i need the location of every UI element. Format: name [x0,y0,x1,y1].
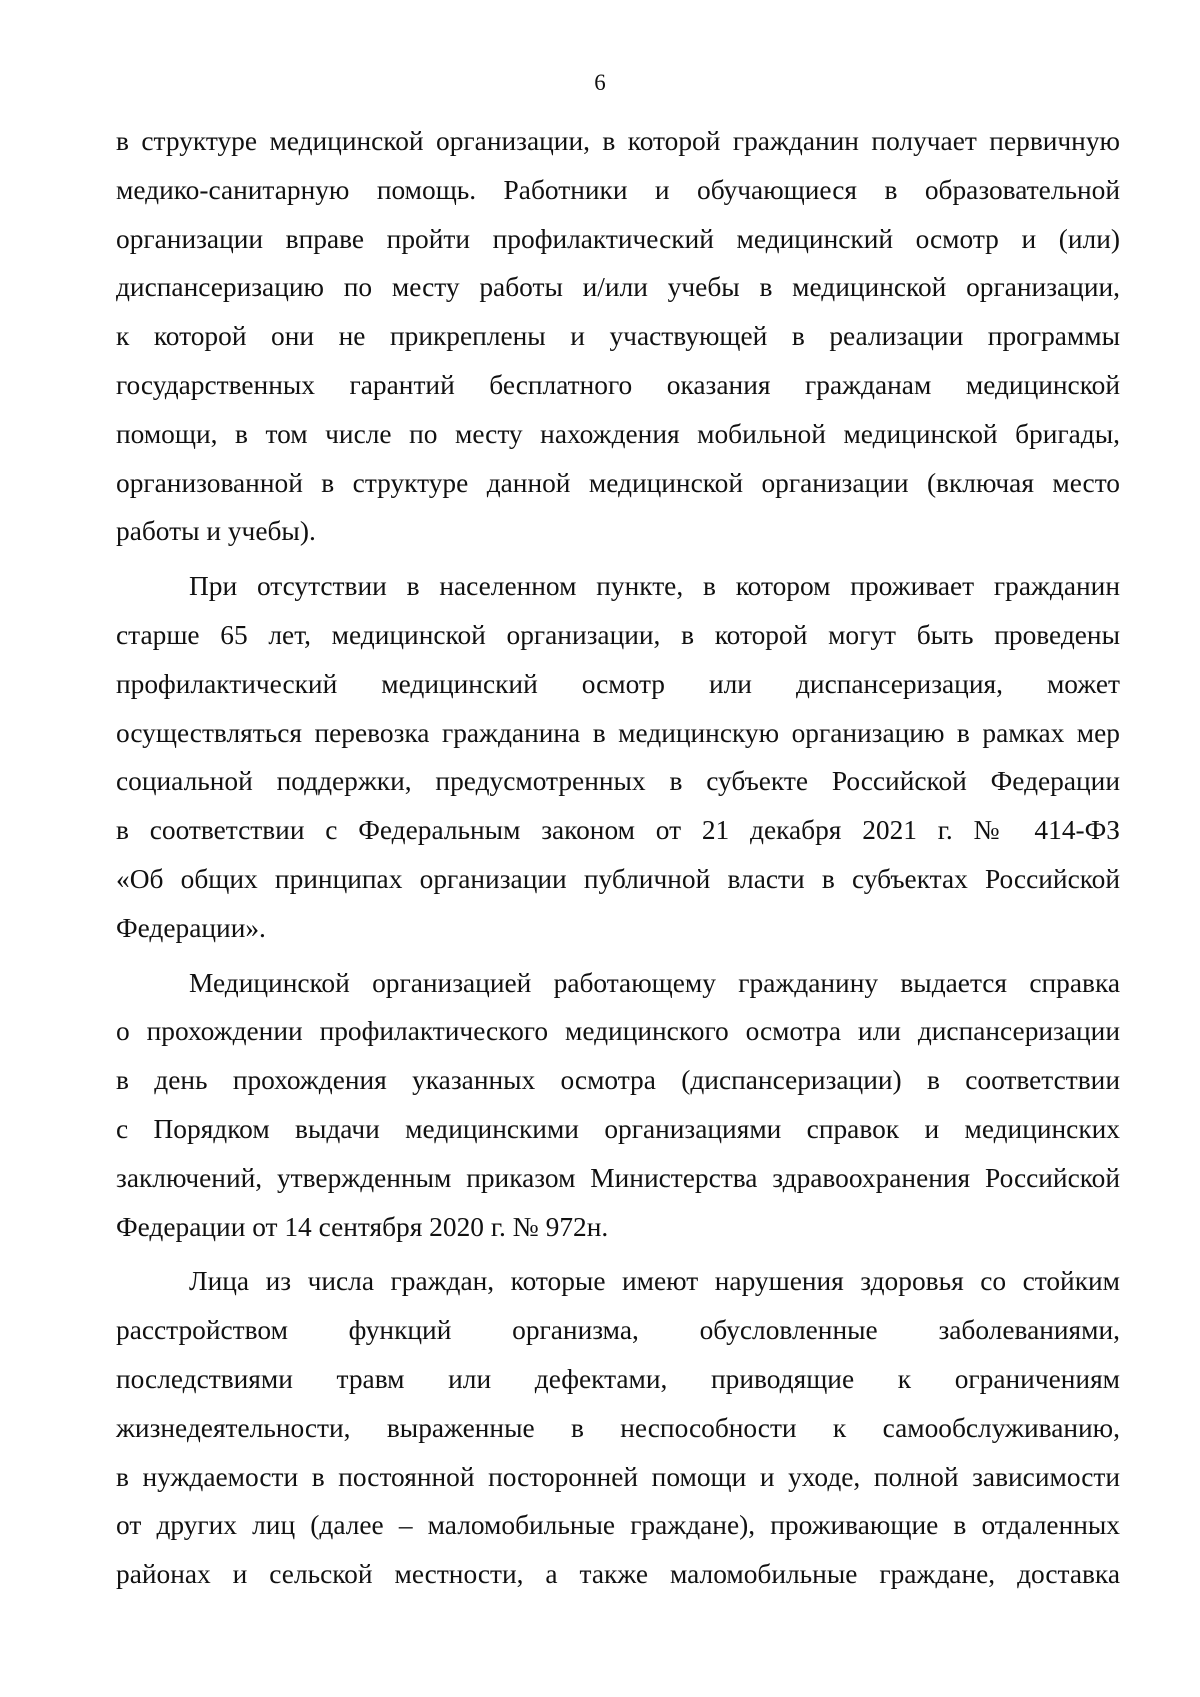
text-line: районах и сельской местности, а также маломобильные граждане, доставка [116,1559,1120,1590]
text-line: помощи, в том числе по месту нахождения мобильной медицинской бригады, [116,418,1120,449]
text-line: При отсутствии в населенном пункте, в котором проживает гражданин [189,571,1120,602]
text-line: осуществляться перевозка гражданина в медицинскую организацию в рамках мер [116,717,1120,748]
text-line: жизнедеятельности, выраженные в неспособности к самообслуживанию, [116,1412,1120,1443]
paragraph [116,562,1120,952]
document-body [116,117,1120,1599]
text-line: к которой они не прикреплены и участвующей в реализации программы [116,321,1120,352]
text-line: в соответствии с Федеральным законом от 21 декабря 2021 г. № 414-ФЗ [116,815,1120,846]
text-line: работы и учебы). [116,516,316,547]
text-line: медико-санитарную помощь. Работники и обучающиеся в образовательной [116,174,1120,205]
paragraph [116,117,1120,556]
text-line: государственных гарантий бесплатного оказания гражданам медицинской [116,369,1120,400]
text-line: в структуре медицинской организации, в которой гражданин получает первичную [116,126,1120,156]
text-line: старше 65 лет, медицинской организации, в которой могут быть проведены [116,619,1120,650]
text-line: Федерации». [116,912,266,943]
text-line: о прохождении профилактического медицинского осмотра или диспансеризации [116,1016,1120,1047]
text-line: последствиями травм или дефектами, приводящие к ограничениям [116,1363,1120,1394]
text-line: организации вправе пройти профилактический медицинский осмотр и (или) [116,223,1120,254]
text-line: заключений, утвержденным приказом Министерства здравоохранения Российской [116,1162,1120,1193]
text-line: с Порядком выдачи медицинскими организациями справок и медицинских [116,1113,1120,1144]
page-number: 6 [594,70,606,95]
text-line: социальной поддержки, предусмотренных в субъекте Российской Федерации [116,766,1120,797]
text-line: диспансеризацию по месту работы и/или учебы в медицинской организации, [116,272,1120,303]
text-line: «Об общих принципах организации публичной власти в субъектах Российской [116,863,1120,894]
text-line: организованной в структуре данной медицинской организации (включая место [116,467,1120,498]
text-line: расстройством функций организма, обусловленные заболеваниями, [116,1315,1120,1346]
text-line: от других лиц (далее – маломобильные граждане), проживающие в отдаленных [116,1510,1120,1541]
text-line: в нуждаемости в постоянной посторонней помощи и уходе, полной зависимости [116,1461,1120,1492]
text-line: Лица из числа граждан, которые имеют нарушения здоровья со стойким [189,1266,1120,1297]
text-line: профилактический медицинский осмотр или диспансеризация, может [116,668,1120,699]
text-line: Медицинской организацией работающему гражданину выдается справка [189,967,1120,998]
paragraph [116,959,1120,1252]
text-line: Федерации от 14 сентября 2020 г. № 972н. [116,1211,609,1242]
paragraph [116,1257,1120,1599]
text-line: в день прохождения указанных осмотра (диспансеризации) в соответствии [116,1065,1120,1096]
